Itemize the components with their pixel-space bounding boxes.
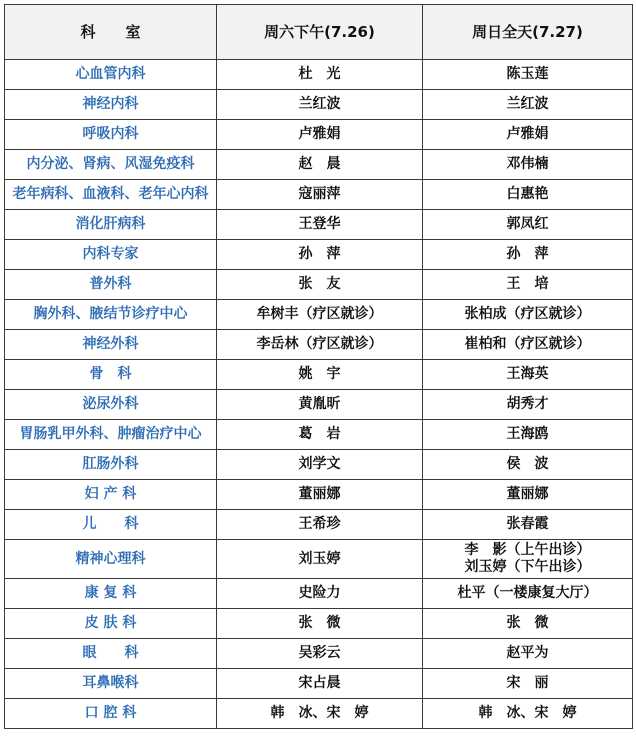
sunday-doctor-cell	[423, 360, 633, 390]
saturday-doctor-cell: 史险力	[217, 579, 423, 609]
sunday-doctor-line: 王海英	[506, 366, 549, 382]
saturday-doctor-cell: 宋占晨	[217, 669, 423, 699]
saturday-doctor-cell: 卢雅娟	[217, 120, 423, 150]
saturday-doctor-cell: 杜 光	[217, 60, 423, 90]
saturday-doctor-cell: 王希珍	[217, 510, 423, 540]
department-cell: 泌尿外科	[5, 390, 217, 420]
sunday-doctor-line: 胡秀才	[506, 396, 549, 412]
sunday-doctor-line: 张 微	[506, 615, 549, 631]
saturday-doctor-cell: 韩 冰、宋 婷	[217, 699, 423, 729]
department-cell: 胃肠乳甲外科、肿瘤治疗中心	[5, 420, 217, 450]
department-cell: 康 复 科	[5, 579, 217, 609]
sunday-doctor-cell	[423, 60, 633, 90]
saturday-doctor-cell: 孙 萍	[217, 240, 423, 270]
sunday-doctor-cell	[423, 480, 633, 510]
saturday-doctor-cell: 姚 宇	[217, 360, 423, 390]
saturday-doctor-cell: 刘学文	[217, 450, 423, 480]
sunday-doctor-line: 陈玉莲	[506, 66, 549, 82]
table-row	[5, 60, 633, 90]
table-row	[5, 210, 633, 240]
sunday-doctor-cell	[423, 180, 633, 210]
sunday-doctor-line: 张春霞	[506, 516, 549, 532]
sunday-doctor-cell	[423, 90, 633, 120]
sunday-doctor-cell	[423, 420, 633, 450]
saturday-doctor-cell: 王登华	[217, 210, 423, 240]
duty-schedule-table	[4, 4, 633, 729]
department-cell: 胸外科、腋结节诊疗中心	[5, 300, 217, 330]
sunday-doctor-line: 王 培	[506, 276, 549, 292]
table-row	[5, 180, 633, 210]
sunday-doctor-line: 侯 波	[506, 456, 549, 472]
sunday-doctor-cell	[423, 579, 633, 609]
sunday-doctor-line: 宋 丽	[506, 675, 549, 691]
sunday-doctor-cell	[423, 150, 633, 180]
saturday-doctor-cell: 牟树丰（疗区就诊）	[217, 300, 423, 330]
header-saturday-afternoon: 周六下午(7.26)	[217, 5, 423, 60]
table-row	[5, 639, 633, 669]
sunday-doctor-cell	[423, 669, 633, 699]
sunday-doctor-cell	[423, 300, 633, 330]
saturday-doctor-cell: 李岳林（疗区就诊）	[217, 330, 423, 360]
saturday-doctor-cell: 吴彩云	[217, 639, 423, 669]
department-cell: 内分泌、肾病、风湿免疫科	[5, 150, 217, 180]
header-sunday-all-day: 周日全天(7.27)	[423, 5, 633, 60]
table-row	[5, 390, 633, 420]
table-row	[5, 90, 633, 120]
department-cell: 心血管内科	[5, 60, 217, 90]
header-department: 科 室	[5, 5, 217, 60]
saturday-doctor-cell: 寇丽萍	[217, 180, 423, 210]
saturday-doctor-cell: 赵 晨	[217, 150, 423, 180]
table-row	[5, 270, 633, 300]
table-row	[5, 510, 633, 540]
sunday-doctor-line: 王海鸥	[506, 426, 549, 442]
sunday-doctor-line: 赵平为	[506, 645, 549, 661]
sunday-doctor-line: 邓伟楠	[506, 156, 549, 172]
table-body	[5, 60, 633, 729]
department-cell: 儿 科	[5, 510, 217, 540]
saturday-doctor-cell: 董丽娜	[217, 480, 423, 510]
department-cell: 口 腔 科	[5, 699, 217, 729]
table-header	[5, 5, 633, 60]
saturday-doctor-cell: 张 友	[217, 270, 423, 300]
header-row	[5, 5, 633, 60]
department-cell: 耳鼻喉科	[5, 669, 217, 699]
department-cell: 骨 科	[5, 360, 217, 390]
department-cell: 妇 产 科	[5, 480, 217, 510]
sunday-doctor-line: 崔柏和（疗区就诊）	[464, 336, 591, 352]
table-row	[5, 240, 633, 270]
table-row	[5, 699, 633, 729]
table-row	[5, 579, 633, 609]
saturday-doctor-cell: 葛 岩	[217, 420, 423, 450]
sunday-doctor-cell	[423, 699, 633, 729]
saturday-doctor-cell: 兰红波	[217, 90, 423, 120]
sunday-doctor-cell	[423, 540, 633, 579]
department-cell: 呼吸内科	[5, 120, 217, 150]
sunday-doctor-line: 李 影（上午出诊）	[464, 542, 591, 558]
department-cell: 眼 科	[5, 639, 217, 669]
saturday-doctor-cell: 张 微	[217, 609, 423, 639]
table-row	[5, 609, 633, 639]
department-cell: 普外科	[5, 270, 217, 300]
sunday-doctor-cell	[423, 390, 633, 420]
table-row	[5, 120, 633, 150]
sunday-doctor-line: 郭凤红	[506, 216, 549, 232]
sunday-doctor-cell	[423, 639, 633, 669]
sunday-doctor-line: 白惠艳	[506, 186, 549, 202]
table-row	[5, 540, 633, 579]
department-cell: 精神心理科	[5, 540, 217, 579]
table-row	[5, 300, 633, 330]
sunday-doctor-line: 卢雅娟	[506, 126, 549, 142]
sunday-doctor-cell	[423, 330, 633, 360]
sunday-doctor-cell	[423, 609, 633, 639]
department-cell: 内科专家	[5, 240, 217, 270]
department-cell: 皮 肤 科	[5, 609, 217, 639]
sunday-doctor-cell	[423, 270, 633, 300]
table-row	[5, 150, 633, 180]
department-cell: 消化肝病科	[5, 210, 217, 240]
sunday-doctor-cell	[423, 240, 633, 270]
sunday-doctor-line: 董丽娜	[506, 486, 549, 502]
sunday-doctor-line: 兰红波	[506, 96, 549, 112]
sunday-doctor-cell	[423, 510, 633, 540]
sunday-doctor-line: 韩 冰、宋 婷	[478, 705, 577, 721]
table-row	[5, 450, 633, 480]
table-row	[5, 360, 633, 390]
table-row	[5, 330, 633, 360]
saturday-doctor-cell: 黄胤昕	[217, 390, 423, 420]
department-cell: 肛肠外科	[5, 450, 217, 480]
department-cell: 老年病科、血液科、老年心内科	[5, 180, 217, 210]
department-cell: 神经外科	[5, 330, 217, 360]
sunday-doctor-line: 孙 萍	[506, 246, 549, 262]
sunday-doctor-line: 张柏成（疗区就诊）	[464, 306, 591, 322]
saturday-doctor-cell: 刘玉婷	[217, 540, 423, 579]
table-row	[5, 420, 633, 450]
department-cell: 神经内科	[5, 90, 217, 120]
table-row	[5, 669, 633, 699]
table-row	[5, 480, 633, 510]
sunday-doctor-cell	[423, 210, 633, 240]
sunday-doctor-line: 杜平（一楼康复大厅）	[457, 585, 598, 601]
sunday-doctor-line: 刘玉婷（下午出诊）	[464, 559, 591, 575]
sunday-doctor-cell	[423, 120, 633, 150]
sunday-doctor-cell	[423, 450, 633, 480]
